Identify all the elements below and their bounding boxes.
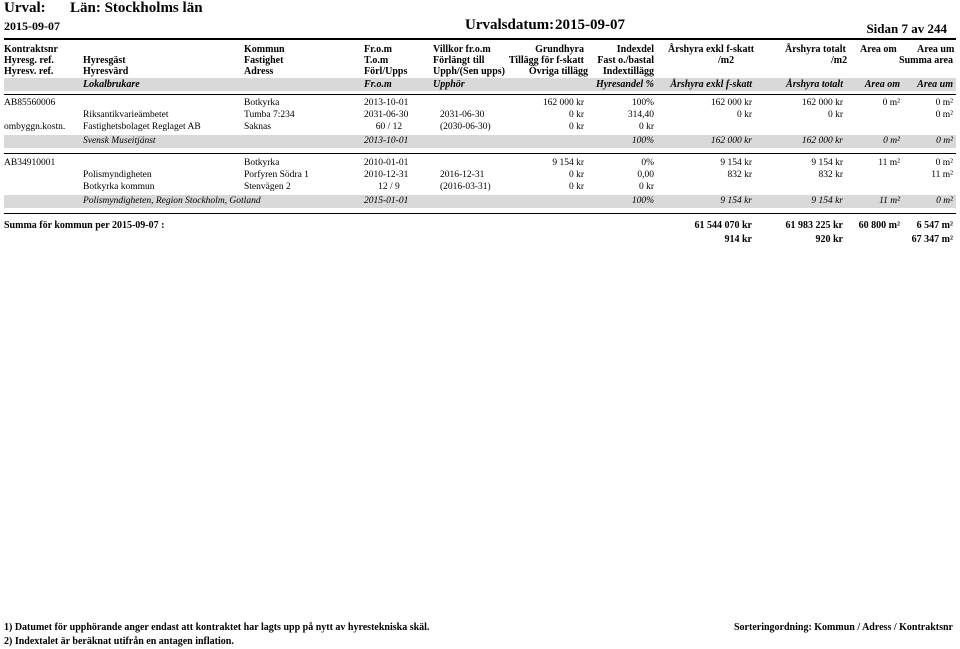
footnote-1: 1) Datumet för upphörande anger endast att kontraktet har lagts upp på nytt av hyrestekniska skäl. — [4, 622, 430, 633]
header-bottom-rule — [4, 94, 956, 95]
per-m2-exkl: 832 kr — [727, 170, 752, 180]
summary-per-m2-exkl: 914 kr — [724, 234, 752, 245]
forl-upps: 12 / 9 — [378, 182, 400, 192]
col-hyresg-ref: Hyresg. ref. — [4, 55, 54, 66]
contract-number: AB34910001 — [4, 158, 56, 168]
col-forlangt-till: Förlängt till — [433, 55, 485, 66]
hyresgast: Polismyndigheten — [83, 170, 152, 180]
summary-per-m2-totalt: 920 kr — [815, 234, 843, 245]
col-kontraktsnr: Kontraktsnr — [4, 44, 58, 55]
forl-upps: 60 / 12 — [375, 122, 403, 132]
col-area-om: Area om — [860, 44, 897, 55]
brukare-area-om: 11 m² — [879, 196, 900, 206]
per-m2-totalt: 0 kr — [827, 110, 843, 120]
col-bastal: Fast o./bastal — [597, 55, 654, 66]
bastal: 0,00 — [637, 170, 654, 180]
arshyra-exkl: 162 000 kr — [710, 98, 752, 108]
tillagg-fskatt: 0 kr — [568, 110, 584, 120]
band-area-um: Area um — [917, 79, 953, 90]
col-grundhyra: Grundhyra — [535, 44, 584, 55]
brukare-arshyra-exkl: 162 000 kr — [710, 136, 752, 146]
summary-arshyra-exkl: 61 544 070 kr — [694, 220, 752, 231]
per-m2-totalt: 832 kr — [818, 170, 843, 180]
col-from: Fr.o.m — [364, 44, 392, 55]
band-lokalbrukare: Lokalbrukare — [83, 79, 140, 90]
col-fastighet: Fastighet — [244, 55, 284, 66]
report-date: 2015-09-07 — [4, 19, 60, 33]
footnote-2: 2) Indextalet är beräknat utifrån en antagen inflation. — [4, 636, 234, 647]
tom-date: 2031-06-30 — [364, 110, 409, 120]
summary-arshyra-totalt: 61 983 225 kr — [785, 220, 843, 231]
ovriga-tillagg: 0 kr — [568, 182, 584, 192]
band-upphor: Upphör — [433, 79, 465, 90]
brukare-arshyra-totalt: 9 154 kr — [811, 196, 843, 206]
area-um: 0 m² — [935, 98, 953, 108]
brukare-from: 2013-10-01 — [364, 136, 409, 146]
summary-area-om: 60 800 m² — [858, 220, 900, 231]
band-hyresandel: Hyresandel % — [595, 79, 654, 90]
col-tillagg-fskatt: Tillägg för f-skatt — [508, 55, 584, 66]
urval-label: Urval: — [4, 0, 46, 16]
forlangt-till: 2016-12-31 — [440, 170, 485, 180]
summary-rule — [4, 213, 956, 214]
ovriga-tillagg: 0 kr — [568, 122, 584, 132]
per-m2-exkl: 0 kr — [736, 110, 752, 120]
indextillagg: 0 kr — [638, 122, 654, 132]
col-arshyra-exkl: Årshyra exkl f-skatt — [668, 44, 755, 55]
urval-value: Län: Stockholms län — [70, 0, 203, 16]
band-from: Fr.o.m — [364, 79, 392, 90]
col-per-m2-totalt: /m2 — [831, 55, 848, 66]
upph-sen-upps: (2030-06-30) — [440, 122, 491, 132]
grundhyra: 9 154 kr — [552, 158, 584, 168]
brukare-arshyra-exkl: 9 154 kr — [720, 196, 752, 206]
band-arshyra-totalt: Årshyra totalt — [786, 79, 843, 90]
urvalsdatum-value: 2015-09-07 — [555, 17, 625, 33]
kommun: Botkyrka — [244, 98, 280, 108]
indexdel: 0% — [641, 158, 654, 168]
header-rule — [4, 38, 956, 40]
bastal: 314,40 — [627, 110, 654, 120]
arshyra-totalt: 9 154 kr — [811, 158, 843, 168]
arshyra-exkl: 9 154 kr — [720, 158, 752, 168]
kommun: Botkyrka — [244, 158, 280, 168]
hyresandel: 100% — [631, 136, 654, 146]
col-upph: Upph/(Sen upps) — [433, 66, 505, 77]
col-tom: T.o.m — [364, 55, 389, 66]
urvalsdatum-label: Urvalsdatum: — [465, 17, 555, 33]
col-adress: Adress — [244, 66, 274, 77]
band-arshyra-exkl: Årshyra exkl f-skatt — [670, 79, 752, 90]
col-summa-area: Summa area — [899, 55, 953, 66]
summary-label: Summa för kommun per 2015-09-07 : — [4, 220, 165, 231]
grundhyra: 162 000 kr — [542, 98, 584, 108]
adress: Saknas — [244, 122, 271, 132]
sort-order: Sorteringordning: Kommun / Adress / Kontraktsnr — [734, 622, 953, 633]
col-area-um: Area um — [917, 44, 955, 55]
brukare-area-om: 0 m² — [883, 136, 900, 146]
col-hyresgast: Hyresgäst — [83, 55, 126, 66]
area-om: 0 m² — [882, 98, 900, 108]
hyresvard: Fastighetsbolaget Reglaget AB — [83, 122, 201, 132]
summa-area: 11 m² — [931, 170, 953, 180]
lokalbrukare: Polismyndigheten, Region Stockholm, Gotland — [83, 196, 261, 206]
lokalbrukare: Svensk Museitjänst — [83, 136, 156, 146]
hyresandel: 100% — [631, 196, 654, 206]
col-indextillagg: Indextillägg — [602, 66, 654, 77]
summary-summa-area: 67 347 m² — [911, 234, 953, 245]
band-area-om: Area om — [864, 79, 900, 90]
adress: Stenvägen 2 — [244, 182, 291, 192]
brukare-area-um: 0 m² — [936, 196, 953, 206]
hyresv-ref: ombyggn.kostn. — [4, 122, 66, 132]
fastighet: Tumba 7:234 — [244, 110, 295, 120]
col-villkor-from: Villkor fr.o.m — [433, 44, 491, 55]
col-kommun: Kommun — [244, 44, 285, 55]
brukare-area-um: 0 m² — [936, 136, 953, 146]
forlangt-till: 2031-06-30 — [440, 110, 485, 120]
from-date: 2013-10-01 — [364, 98, 409, 108]
brukare-arshyra-totalt: 162 000 kr — [801, 136, 843, 146]
col-ovriga-tillagg: Övriga tillägg — [528, 66, 588, 77]
fastighet: Porfyren Södra 1 — [244, 170, 309, 180]
hyresgast: Riksantikvarieämbetet — [83, 110, 169, 120]
hyresvard: Botkyrka kommun — [83, 182, 155, 192]
summa-area: 0 m² — [935, 110, 953, 120]
indexdel: 100% — [631, 98, 654, 108]
col-hyresvard: Hyresvärd — [83, 66, 129, 77]
arshyra-totalt: 162 000 kr — [801, 98, 843, 108]
area-um: 0 m² — [935, 158, 953, 168]
brukare-from: 2015-01-01 — [364, 196, 409, 206]
col-forl-upps: Förl/Upps — [364, 66, 408, 77]
tom-date: 2010-12-31 — [364, 170, 409, 180]
contract-divider — [4, 153, 956, 154]
summary-area-um: 6 547 m² — [916, 220, 953, 231]
area-om: 11 m² — [878, 158, 900, 168]
col-arshyra-totalt: Årshyra totalt — [785, 44, 846, 55]
from-date: 2010-01-01 — [364, 158, 409, 168]
col-hyresv-ref: Hyresv. ref. — [4, 66, 54, 77]
upph-sen-upps: (2016-03-31) — [440, 182, 491, 192]
col-indexdel: Indexdel — [616, 44, 654, 55]
tillagg-fskatt: 0 kr — [568, 170, 584, 180]
page-indicator: Sidan 7 av 244 — [866, 21, 947, 36]
col-per-m2-exkl: /m2 — [718, 55, 735, 66]
contract-number: AB85560006 — [4, 98, 56, 108]
indextillagg: 0 kr — [638, 182, 654, 192]
